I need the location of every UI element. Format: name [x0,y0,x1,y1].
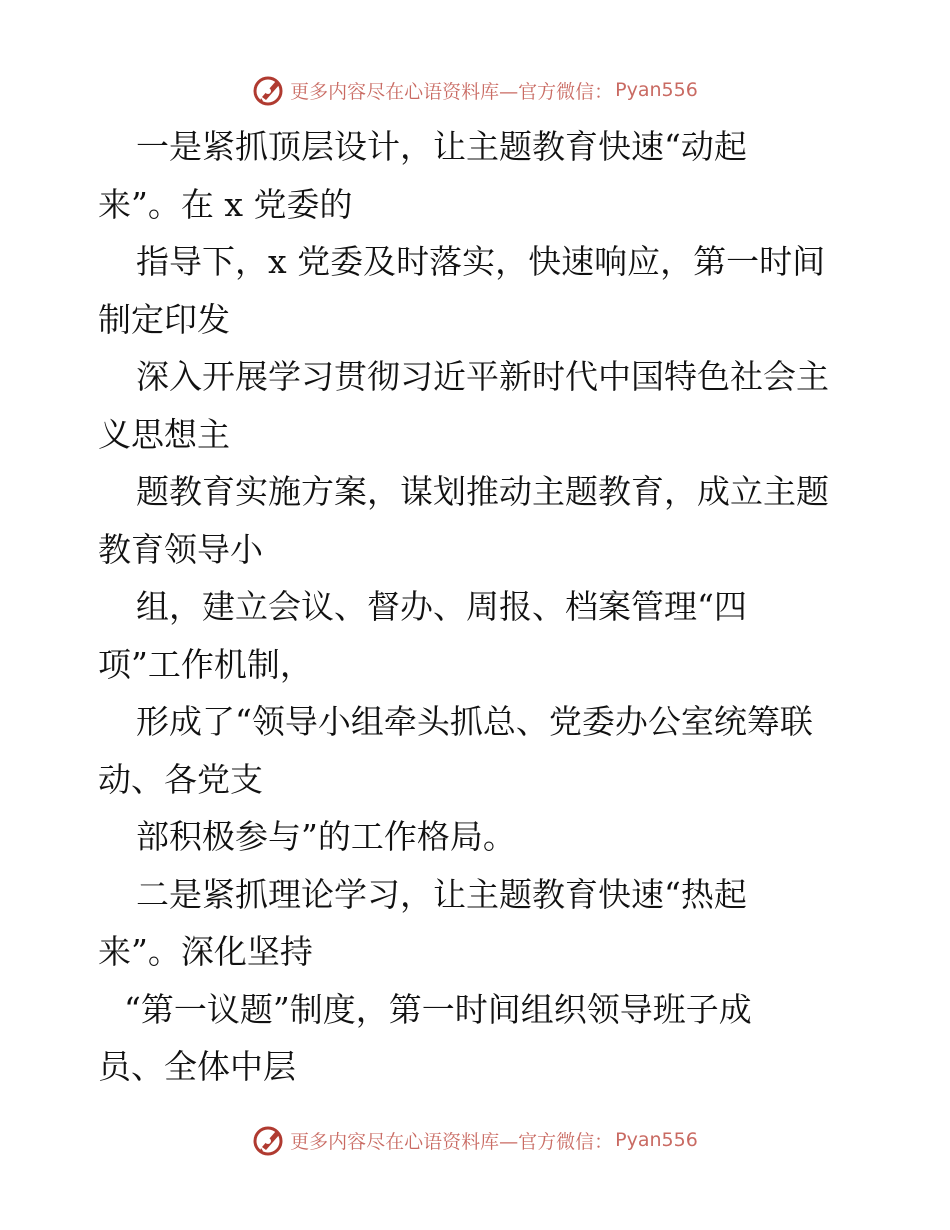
paragraph-line: 项”工作机制， [98,644,313,684]
footer-wechat-id: Pyan556 [615,1129,698,1151]
paragraph-line: 形成了“领导小组牵头抓总、党委办公室统筹联 [136,702,813,741]
paragraph-line: 动、各党支 [98,759,263,799]
header-banner [0,70,950,110]
header-wechat-id: Pyan556 [615,79,698,101]
paragraph-line: 来”。深化坚持 [98,932,313,971]
footer-banner [0,1120,950,1160]
paragraph-line: 题教育实施方案，谋划推动主题教育，成立主题 [136,472,829,511]
header-banner-text: 更多内容尽在心语资料库—官方微信： [290,80,614,103]
paragraph-line: 部积极参与”的工作格局。 [136,817,516,856]
pen-logo-icon [252,73,286,107]
paragraph-line: 组，建立会议、督办、周报、档案管理“四 [136,587,747,626]
paragraph-line: 来”。在 x 党委的 [98,184,353,224]
paragraph-line: 指导下，x 党委及时落实，快速响应，第一时间 [136,242,826,281]
document-body [98,118,858,1096]
paragraph-line: 员、全体中层 [98,1047,296,1086]
paragraph-line: “第一议题”制度，第一时间组织领导班子成 [124,989,752,1029]
paragraph-line: 一是紧抓顶层设计，让主题教育快速“动起 [136,127,747,166]
paragraph-line: 制定印发 [98,299,230,339]
footer-banner-text: 更多内容尽在心语资料库—官方微信： [290,1130,614,1153]
pen-logo-icon [252,1123,286,1157]
paragraph-line: 义思想主 [98,414,230,454]
paragraph-line: 深入开展学习贯彻习近平新时代中国特色社会主 [136,357,829,396]
paragraph-line: 二是紧抓理论学习，让主题教育快速“热起 [136,874,747,914]
paragraph-line: 教育领导小 [98,529,263,569]
